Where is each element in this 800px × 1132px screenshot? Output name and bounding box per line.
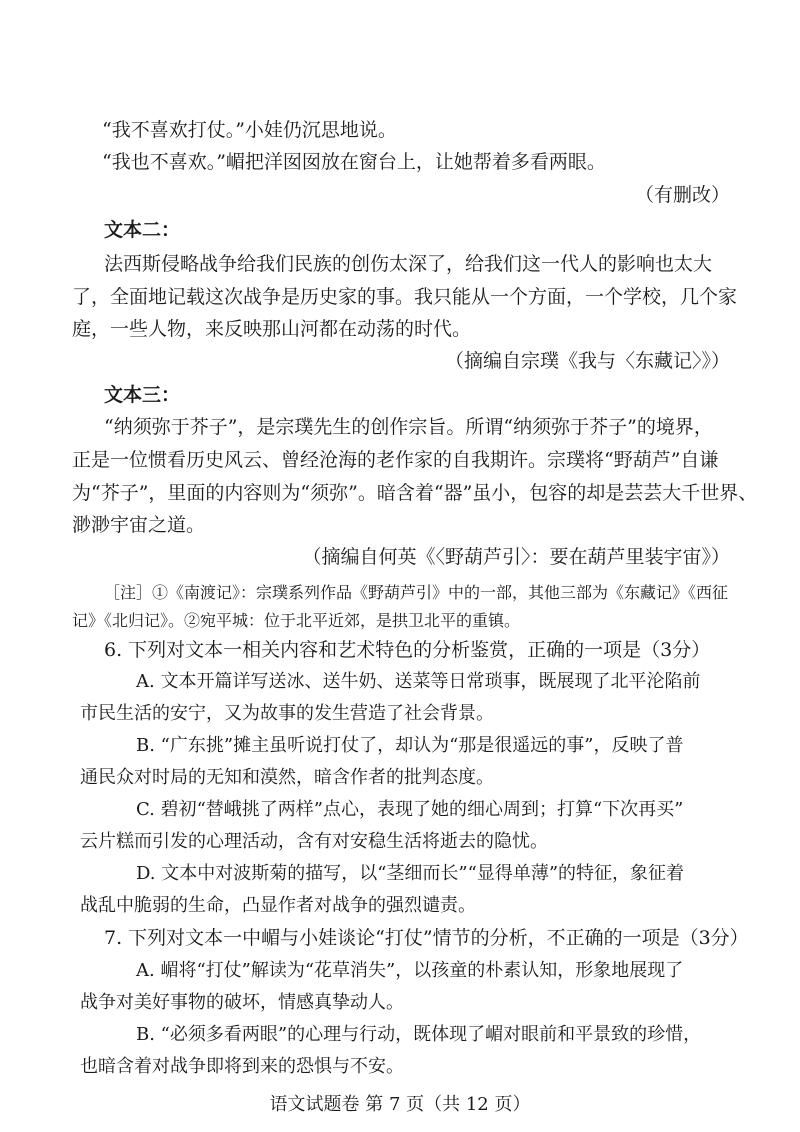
page-footer: 语文试题卷 第 7 页（共 12 页） [269, 1094, 531, 1115]
option-6d: D. 文本中对波斯菊的描写，以“茎细而长”“显得单薄”的特征，象征着 [136, 863, 685, 884]
source-citation: （摘编自宗璞《我与〈东藏记〉》） [444, 350, 730, 372]
paragraph-line: 法西斯侵略战争给我们民族的创伤太深了，给我们这一代人的影响也太大 [104, 253, 713, 275]
source-citation: （摘编自何英《〈野葫芦引〉：要在葫芦里装宇宙》） [302, 546, 730, 568]
dialogue-line: “我不喜欢打仗。”小娃仍沉思地说。 [102, 119, 397, 141]
option-6d-cont: 战乱中脆弱的生命，凸显作者对战争的强烈谴责。 [80, 895, 476, 916]
paragraph-line: 为“芥子”，里面的内容则为“须弥”。暗含着“器”虽小，包容的却是芸芸大千世界、 [72, 482, 758, 504]
question-6-stem: 6. 下列对文本一相关内容和艺术特色的分析鉴赏，正确的一项是（3分） [104, 639, 711, 661]
edit-note: （有删改） [634, 184, 730, 206]
option-6b: B. “广东挑”摊主虽听说打仗了，却认为“那是很遥远的事”，反映了普 [136, 735, 684, 756]
option-7b: B. “必须多看两眼”的心理与行动，既体现了嵋对眼前和平景致的珍惜， [136, 1024, 702, 1045]
paragraph-line: 庭，一些人物，来反映那山河都在动荡的时代。 [72, 318, 472, 340]
paragraph-line: “纳须弥于芥子”，是宗璞先生的创作宗旨。所谓“纳须弥于芥子”的境界， [104, 416, 713, 438]
text2-heading: 文本二： [104, 219, 181, 241]
footnote-line: ［注］①《南渡记》：宗璞系列作品《野葫芦引》中的一部，其他三部为《东藏记》《西征 [104, 583, 729, 602]
footnote-line: 记》《北归记》。②宛平城：位于北平近郊，是拱卫北平的重镇。 [72, 611, 521, 630]
option-7b-cont: 也暗含着对战争即将到来的恐惧与不安。 [80, 1056, 404, 1077]
text3-heading: 文本三： [104, 384, 181, 406]
option-6a-cont: 市民生活的安宁，又为故事的发生营造了社会背景。 [80, 703, 494, 724]
question-7-stem: 7. 下列对文本一中嵋与小娃谈论“打仗”情节的分析，不正确的一项是（3分） [104, 927, 749, 949]
option-6c: C. 碧初“替峨挑了两样”点心，表现了她的细心周到；打算“下次再买” [136, 799, 684, 820]
dialogue-line: “我也不喜欢。”嵋把洋囡囡放在窗台上，让她帮着多看两眼。 [102, 151, 606, 173]
paragraph-line: 渺渺宇宙之道。 [72, 514, 206, 536]
option-7a-cont: 战争对美好事物的破坏，情感真挚动人。 [80, 992, 404, 1013]
option-6a: A. 文本开篇详写送冰、送牛奶、送菜等日常琐事，既展现了北平沦陷前 [136, 671, 701, 692]
option-6b-cont: 通民众对时局的无知和漠然，暗含作者的批判态度。 [80, 767, 494, 788]
option-6c-cont: 云片糕而引发的心理活动，含有对安稳生活将逝去的隐忧。 [80, 831, 548, 852]
paragraph-line: 了，全面地记载这次战争是历史家的事。我只能从一个方面，一个学校，几个家 [72, 286, 738, 308]
option-7a: A. 嵋将“打仗”解读为“花草消失”，以孩童的朴素认知，形象地展现了 [136, 960, 684, 981]
paragraph-line: 正是一位惯看历史风云、曾经沧海的老作家的自我期许。宗璞将“野葫芦”自谦 [72, 449, 719, 471]
